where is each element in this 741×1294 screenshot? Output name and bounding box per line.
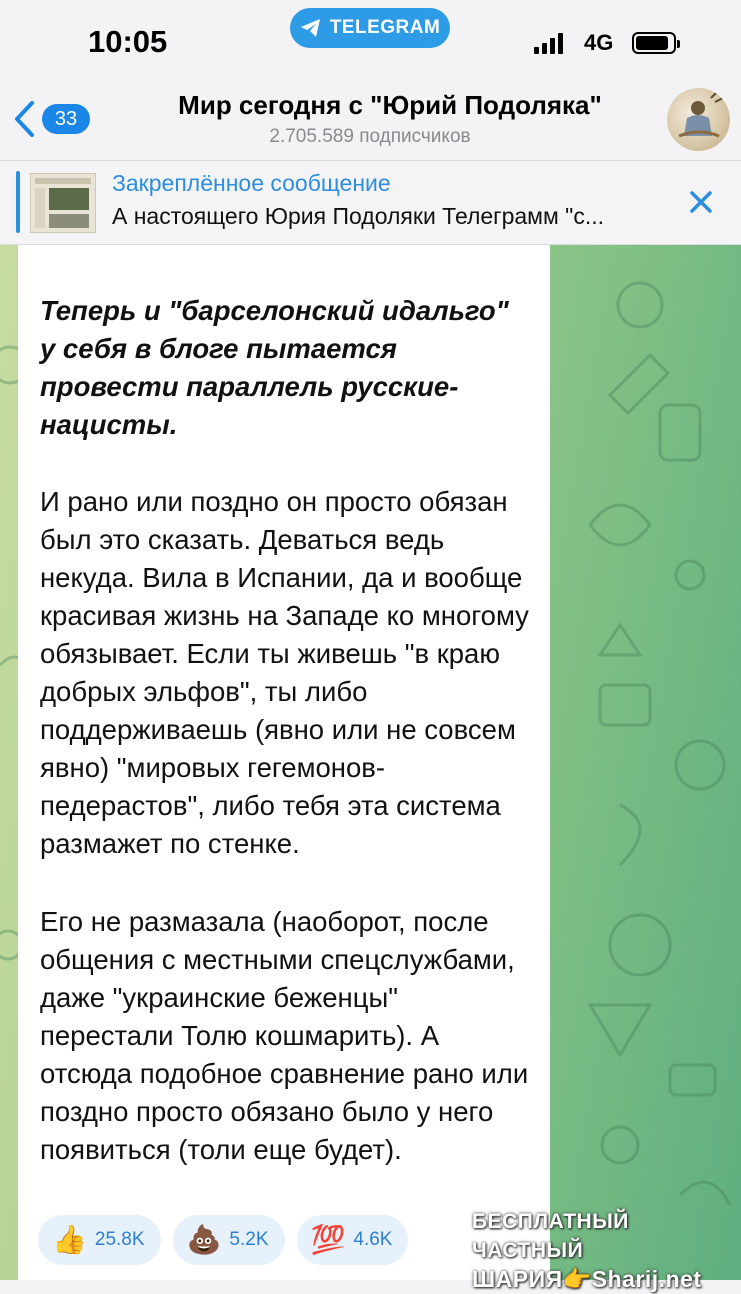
close-icon[interactable]	[686, 187, 716, 217]
reaction-thumbs-up[interactable]	[38, 1215, 161, 1265]
subscriber-count: 2.705.589 подписчиков	[269, 126, 471, 147]
telegram-icon	[300, 18, 322, 38]
clock: 10:05	[88, 24, 168, 59]
chat-header	[0, 80, 741, 160]
watermark-line-1: БЕСПЛАТНЫЙ ЧАСТНЫЙ	[472, 1210, 629, 1262]
pinned-text: А настоящего Юрия Подоляки Телеграмм "с...	[112, 203, 605, 229]
status-bar	[0, 0, 741, 80]
back-button[interactable]	[12, 100, 90, 138]
reaction-count: 25.8K	[94, 1229, 145, 1250]
pinned-label: Закреплённое сообщение	[112, 170, 391, 196]
avatar-image	[667, 88, 730, 151]
unread-badge: 33	[42, 104, 90, 134]
reaction-count: 4.6K	[353, 1229, 393, 1250]
reaction-poop[interactable]	[173, 1215, 285, 1265]
network-type: 4G	[584, 30, 614, 55]
pinned-indicator	[16, 171, 20, 233]
message-paragraph-2: И рано или поздно он просто обязан был это сказать. Деваться ведь некуда. Вила в Испании, да и вообще красивая жизнь на Западе ко многому обязывает. Если ты живешь "в краю добрых эльфов", ты либо поддерживаешь (явно или не совсем явно) "мировых гегемонов-педерастов", либо тебя эта система размажет по стенке.	[40, 486, 529, 859]
message-paragraph-1: Теперь и "барселонский идальго" у себя в блоге пытается провести параллель русские-нацисты.	[40, 295, 509, 440]
poop-icon: 💩	[186, 1224, 222, 1255]
reaction-hundred[interactable]	[297, 1215, 409, 1265]
pinned-thumbnail	[30, 173, 96, 233]
signal-icon	[534, 32, 563, 54]
watermark	[472, 1207, 732, 1294]
pinned-message-bar[interactable]	[0, 160, 741, 245]
hundred-icon: 💯	[310, 1224, 346, 1255]
reaction-count: 5.2K	[229, 1229, 269, 1250]
chevron-left-icon	[12, 100, 36, 138]
telegram-pill[interactable]	[290, 8, 450, 48]
message-paragraph-3: Его не размазала (наоборот, после общения с местными спецслужбами, даже "украинские беженцы" перестали Толю кошмарить). А отсюда подобное сравнение рано или поздно просто обязано было у него появиться (толи еще будет).	[40, 906, 529, 1165]
watermark-line-2: ШАРИЯ👉Sharij.net	[472, 1266, 702, 1292]
battery-icon	[632, 32, 676, 54]
reactions-row	[38, 1215, 408, 1265]
channel-title[interactable]: Мир сегодня с "Юрий Подоляка"	[178, 90, 602, 120]
thumbs-up-icon: 👍	[52, 1224, 87, 1255]
channel-avatar[interactable]	[667, 88, 730, 151]
telegram-pill-label: TELEGRAM	[329, 17, 441, 38]
